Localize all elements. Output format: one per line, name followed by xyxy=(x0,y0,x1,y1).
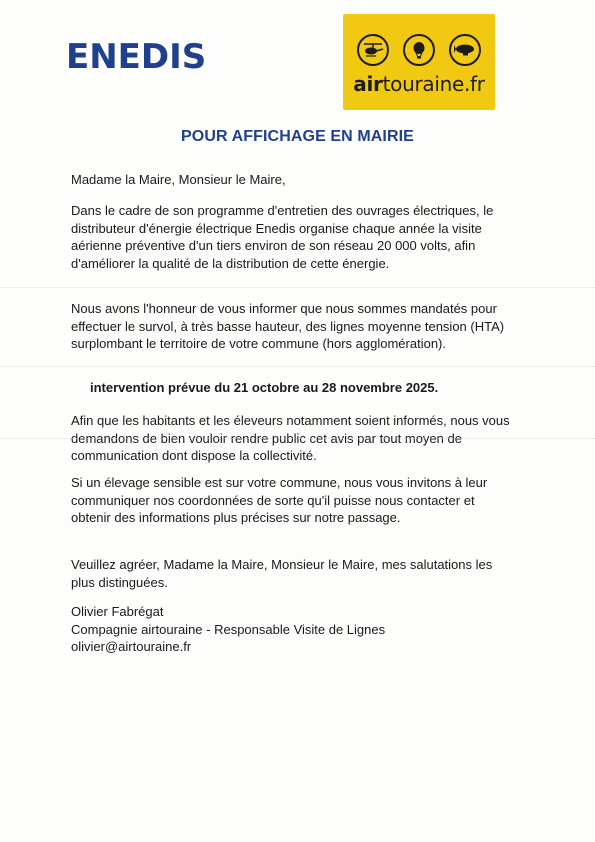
airtouraine-logo xyxy=(343,14,495,110)
airship-icon xyxy=(449,34,481,66)
scan-artifact-line xyxy=(0,366,595,368)
hot-air-balloon-icon xyxy=(403,34,435,66)
signature-name: Olivier Fabrégat xyxy=(71,604,164,619)
signature-block xyxy=(71,603,511,656)
paragraph-maintenance: Dans le cadre de son programme d'entretien des ouvrages électriques, le distributeur d'énergie électrique Enedis organise chaque année la visite aérienne préventive d'un tiers environ de son réseau 20 000 volts, afin d'améliorer la qualité de la distribution de cette énergie. xyxy=(71,203,494,271)
page-title: POUR AFFICHAGE EN MAIRIE xyxy=(181,128,414,145)
airtouraine-icons xyxy=(357,34,481,68)
signature-role: Compagnie airtouraine - Responsable Visite de Lignes xyxy=(71,621,386,637)
paragraph-livestock: Si un élevage sensible est sur votre commune, nous vous invitons à leur communiquer nos coordonnées de sorte qu'il puisse nous contacter et obtenir des informations plus précises sur notre passage. xyxy=(71,475,488,525)
paragraph-publication-request: Afin que les habitants et les éleveurs notamment soient informés, nous vous demandons de bien vouloir rendre public cet avis par tout moyen de communication dont dispose la collectivité. xyxy=(71,413,510,463)
greeting: Madame la Maire, Monsieur le Maire, xyxy=(71,172,286,187)
enedis-logo: ENEDIS xyxy=(66,37,207,77)
scan-artifact-line xyxy=(0,438,595,440)
airtouraine-brand: airtouraine.fr xyxy=(353,72,485,96)
paragraph-mandate: Nous avons l'honneur de vous informer que nous sommes mandatés pour effectuer le survol, à très basse hauteur, des lignes moyenne tension (HTA) surplombant le territoire de votre commune (hors agglomération). xyxy=(71,301,505,351)
scan-artifact-line xyxy=(0,287,595,289)
intervention-dates: intervention prévue du 21 octobre au 28 novembre 2025. xyxy=(90,380,439,395)
paragraph-closing: Veuillez agréer, Madame la Maire, Monsieur le Maire, mes salutations les plus distinguées. xyxy=(71,557,493,590)
helicopter-icon xyxy=(357,34,389,66)
signature-email[interactable]: olivier@airtouraine.fr xyxy=(71,639,192,654)
